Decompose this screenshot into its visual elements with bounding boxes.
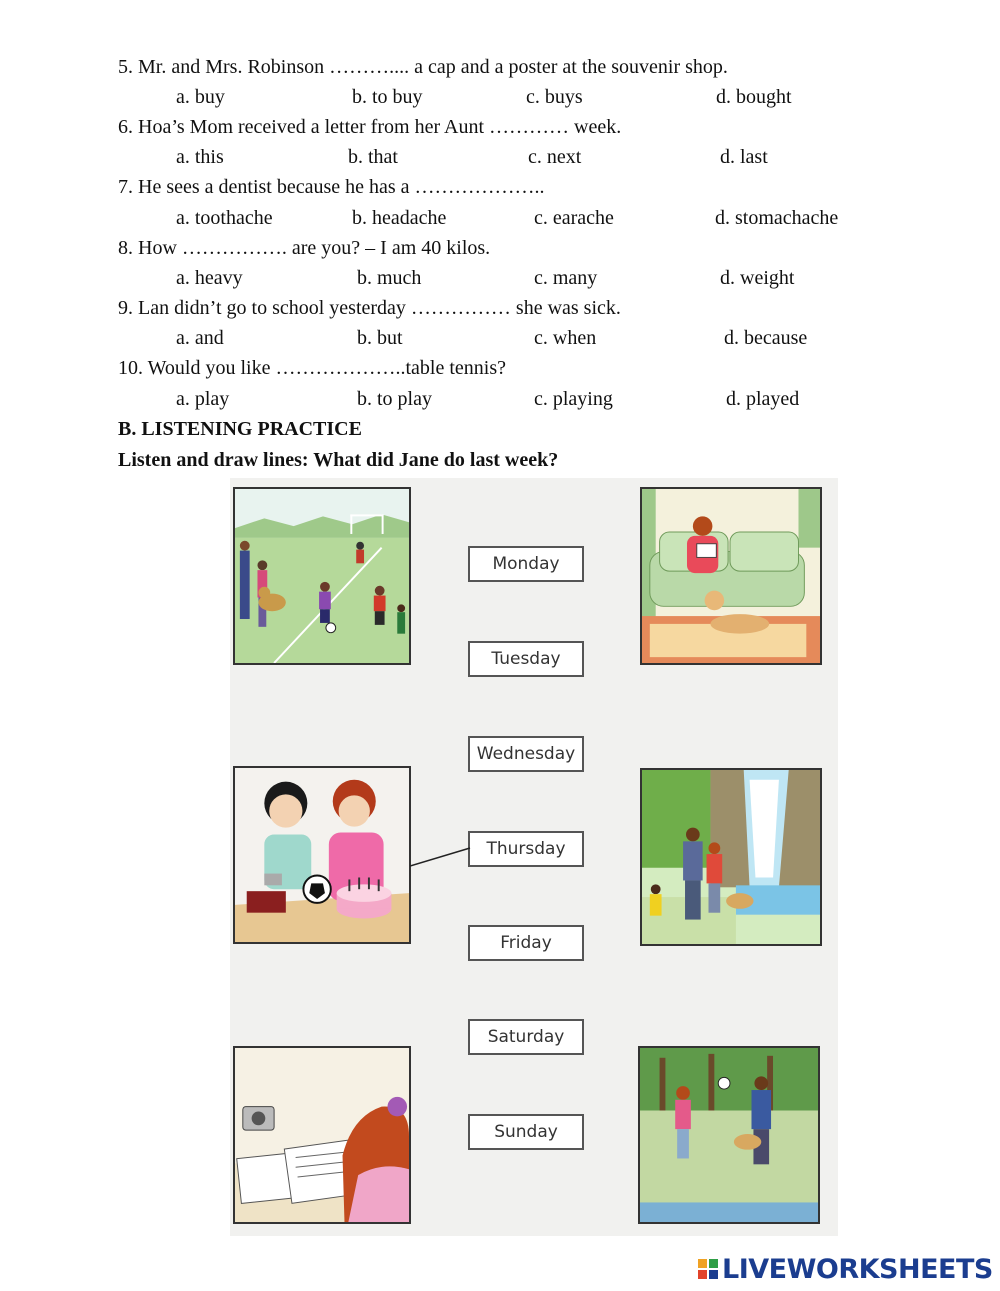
option-c: c. earache (534, 207, 614, 229)
day-box-friday[interactable]: Friday (468, 925, 584, 961)
day-box-tuesday[interactable]: Tuesday (468, 641, 584, 677)
option-c: c. next (528, 146, 582, 168)
question-stem: 6. Hoa’s Mom received a letter from her Aunt ………… week. (118, 116, 622, 138)
option-c: c. many (534, 267, 598, 289)
day-box-monday[interactable]: Monday (468, 546, 584, 582)
option-d: d. played (726, 388, 800, 410)
option-b: b. headache (352, 207, 447, 229)
option-d: d. last (720, 146, 768, 168)
section-title: B. LISTENING PRACTICE (118, 418, 362, 440)
option-a: a. buy (176, 86, 225, 108)
example-match-line (410, 840, 472, 870)
option-c: c. buys (526, 86, 583, 108)
option-b: b. to play (357, 388, 432, 410)
question-stem: 10. Would you like ………………..table tennis? (118, 357, 506, 379)
writing-diary-icon (233, 1046, 411, 1224)
question-stem: 5. Mr. and Mrs. Robinson ……….... a cap and a poster at the souvenir shop. (118, 56, 728, 78)
option-c: c. playing (534, 388, 613, 410)
birthday-party-icon (233, 766, 411, 944)
day-box-thursday[interactable]: Thursday (468, 831, 584, 867)
waterfall-hike-icon (640, 768, 822, 946)
option-b: b. to buy (352, 86, 423, 108)
option-a: a. this (176, 146, 224, 168)
option-d: d. because (724, 327, 808, 349)
question-stem: 8. How ……………. are you? – I am 40 kilos. (118, 237, 491, 259)
day-box-wednesday[interactable]: Wednesday (468, 736, 584, 772)
day-box-sunday[interactable]: Sunday (468, 1114, 584, 1150)
option-b: b. but (357, 327, 403, 349)
option-d: d. bought (716, 86, 792, 108)
option-d: d. stomachache (715, 207, 839, 229)
football-park-icon (233, 487, 411, 665)
option-b: b. much (357, 267, 422, 289)
logo-text: LIVEWORKSHEETS (722, 1253, 993, 1285)
liveworksheets-logo (698, 1254, 993, 1284)
option-a: a. and (176, 327, 224, 349)
reading-sofa-icon (640, 487, 822, 665)
option-a: a. heavy (176, 267, 243, 289)
question-stem: 9. Lan didn’t go to school yesterday …………… she was sick. (118, 297, 621, 319)
option-c: c. when (534, 327, 597, 349)
playing-ball-forest-icon (638, 1046, 820, 1224)
logo-mark-icon (698, 1259, 718, 1279)
option-a: a. toothache (176, 207, 273, 229)
option-d: d. weight (720, 267, 795, 289)
question-stem: 7. He sees a dentist because he has a ……………….. (118, 176, 545, 198)
day-box-saturday[interactable]: Saturday (468, 1019, 584, 1055)
option-b: b. that (348, 146, 398, 168)
listening-instruction: Listen and draw lines: What did Jane do last week? (118, 449, 559, 471)
option-a: a. play (176, 388, 230, 410)
